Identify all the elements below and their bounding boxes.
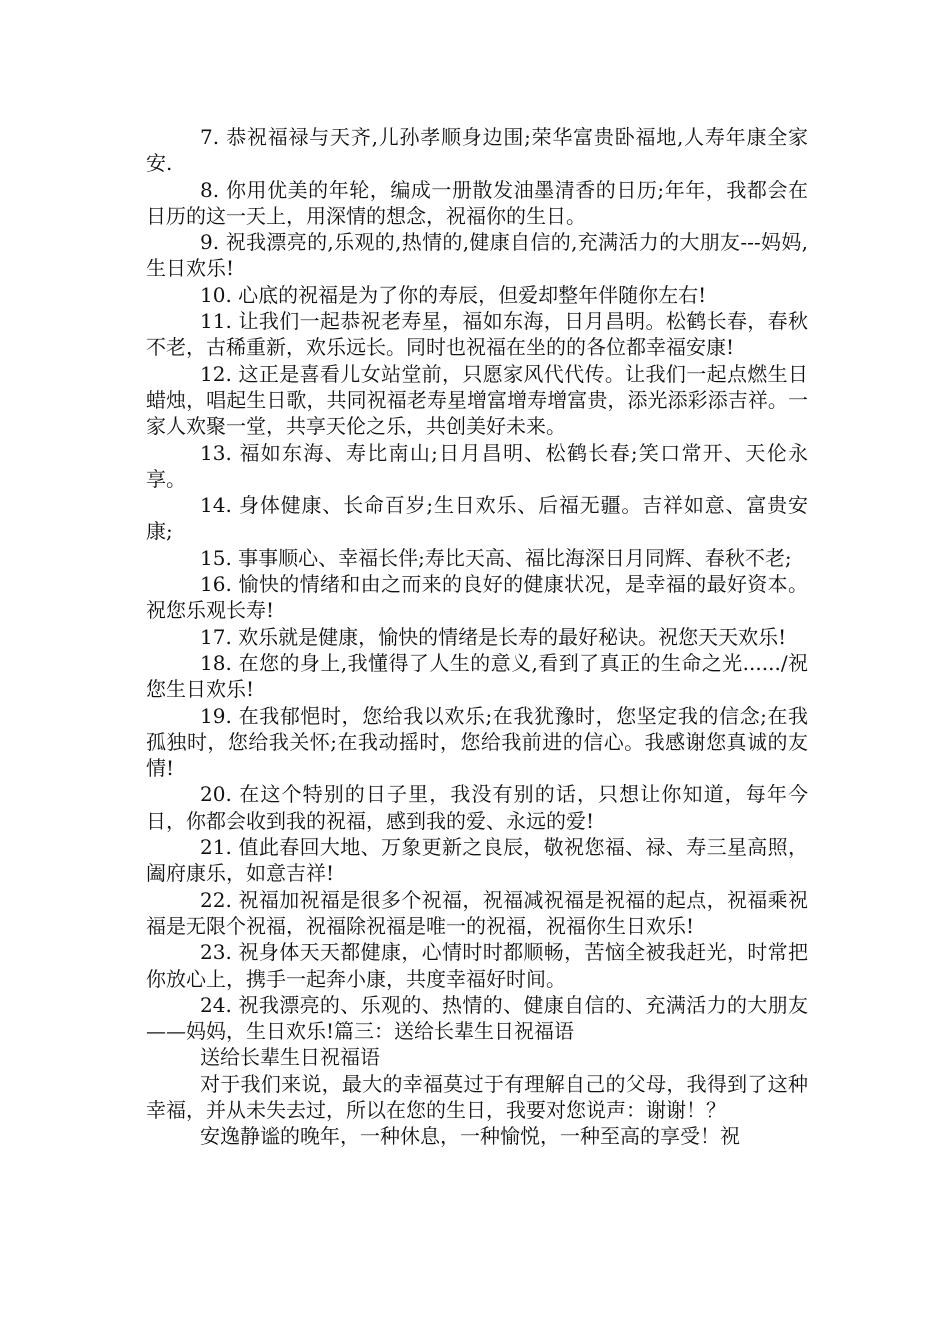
blessing-14: 14. 身体健康、长命百岁;生日欢乐、后福无疆。吉祥如意、富贵安康; [146, 493, 808, 544]
blessing-17: 17. 欢乐就是健康，愉快的情绪是长寿的最好秘诀。祝您天天欢乐! [200, 624, 787, 649]
blessing-10: 10. 心底的祝福是为了你的寿辰，但爱却整年伴随你左右! [200, 282, 707, 307]
closing-paragraph-2: 安逸静谧的晚年，一种休息，一种愉悦，一种至高的享受！祝 [200, 1124, 740, 1149]
section-title: 送给长辈生日祝福语 [200, 1045, 380, 1070]
document-body [146, 124, 808, 1150]
blessing-11: 11. 让我们一起恭祝老寿星，福如东海，日月昌明。松鹤长春，春秋不老，古稀重新，欢乐远长。同时也祝福在坐的的各位都幸福安康! [146, 309, 808, 360]
blessing-19: 19. 在我郁悒时，您给我以欢乐;在我犹豫时，您坚定我的信念;在我孤独时，您给我关怀;在我动摇时，您给我前进的信心。我感谢您真诚的友情! [146, 703, 808, 781]
closing-paragraph-1: 对于我们来说，最大的幸福莫过于有理解自己的父母，我得到了这种幸福，并从未失去过，所以在您的生日，我要对您说声：谢谢！？ [146, 1071, 808, 1122]
blessing-13: 13. 福如东海、寿比南山;日月昌明、松鹤长春;笑口常开、天伦永享。 [146, 440, 808, 491]
blessing-24: 24. 祝我漂亮的、乐观的、热情的、健康自信的、充满活力的大朋友——妈妈，生日欢乐!篇三：送给长辈生日祝福语 [146, 992, 808, 1044]
blessing-12: 12. 这正是喜看儿女站堂前，只愿家风代代传。让我们一起点燃生日蜡烛，唱起生日歌，共同祝福老寿星增富增寿增富贵，添光添彩添吉祥。一家人欢聚一堂，共享天伦之乐，共创美好未来。 [146, 361, 808, 439]
blessing-18: 18. 在您的身上,我懂得了人生的意义,看到了真正的生命之光....../祝您生日欢乐! [146, 650, 808, 702]
blessing-9: 9. 祝我漂亮的,乐观的,热情的,健康自信的,充满活力的大朋友---妈妈,生日欢乐! [146, 230, 808, 281]
blessing-20: 20. 在这个特别的日子里，我没有别的话，只想让你知道，每年今日，你都会收到我的祝福，感到我的爱、永远的爱! [146, 782, 808, 833]
blessing-7: 7. 恭祝福禄与天齐,儿孙孝顺身边围;荣华富贵卧福地,人寿年康全家安. [146, 125, 808, 176]
blessing-16: 16. 愉快的情绪和由之而来的良好的健康状况，是幸福的最好资本。祝您乐观长寿! [146, 572, 808, 623]
blessing-21: 21. 值此春回大地、万象更新之良辰，敬祝您福、禄、寿三星高照，阖府康乐，如意吉祥! [146, 835, 808, 886]
blessing-8: 8. 你用优美的年轮，编成一册散发油墨清香的日历;年年，我都会在日历的这一天上，用深情的想念，祝福你的生日。 [146, 177, 808, 228]
blessing-22: 22. 祝福加祝福是很多个祝福，祝福减祝福是祝福的起点，祝福乘祝福是无限个祝福，祝福除祝福是唯一的祝福，祝福你生日欢乐! [146, 887, 808, 938]
blessing-15: 15. 事事顺心、幸福长伴;寿比天高、福比海深日月同辉、春秋不老; [200, 545, 792, 570]
blessing-23: 23. 祝身体天天都健康，心情时时都顺畅，苦恼全被我赶光，时常把你放心上，携手一起奔小康，共度幸福好时间。 [146, 940, 808, 991]
